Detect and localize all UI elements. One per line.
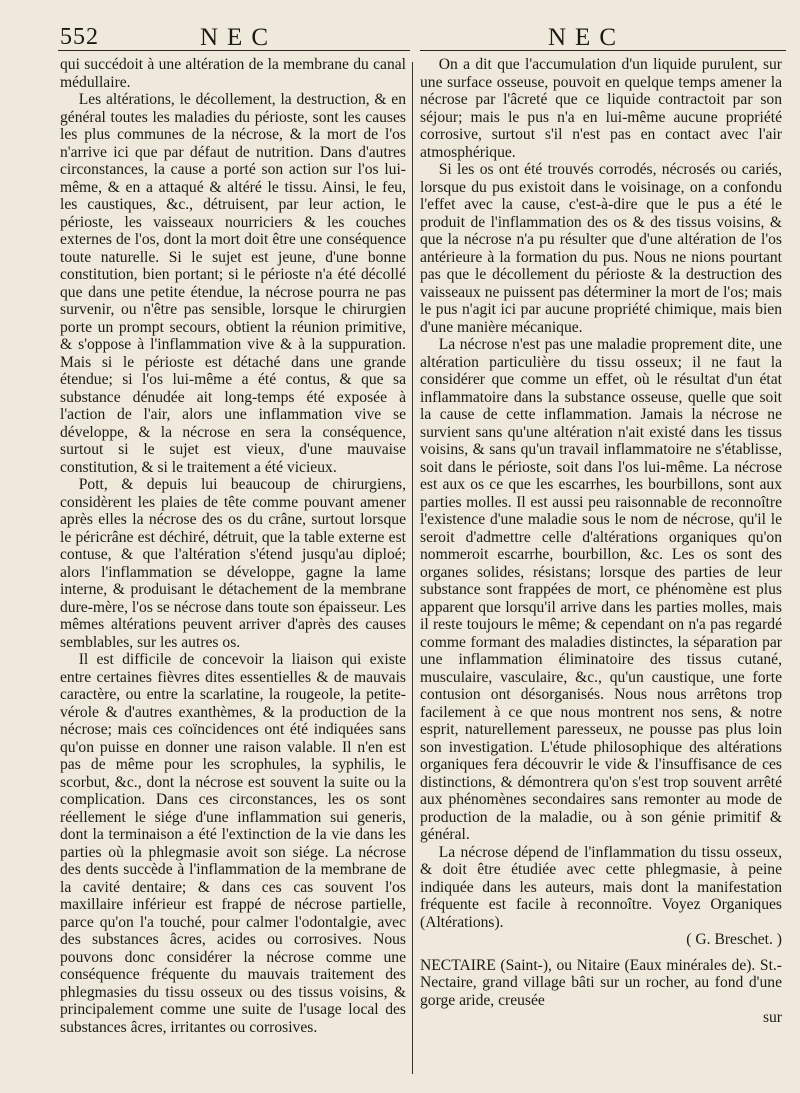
right-column [420, 56, 782, 1027]
paragraph: Les altérations, le décollement, la destruction, & en général toutes les maladies du périoste, sont les causes les plus communes de la nécrose, & la mort de l'os n'arrive ici que par défaut de nutrition. Dans d'autres circonstances, la cause a porté son action sur l'os lui-même, & en a attaqué & altéré le tissu. Ainsi, le feu, les caustiques, &c., détruisent, par leur action, le périoste, les vaisseaux nourriciers & les couches externes de l'os, dont la mort doit être une conséquence toute naturelle. Si le sujet est jeune, d'une bonne constitution, bien portant; si le périoste n'a été décollé que dans une petite étendue, la nécrose pourra ne pas survenir, ou n'être pas sensible, lorsque le chirurgien porte un prompt secours, obtient la réunion primitive, & s'oppose à l'inflammation vive & à la suppuration. Mais si le périoste est détaché dans une grande étendue; si l'os lui-même a été contus, & que sa substance dénudée ait long-temps été exposée à l'action de l'air, alors une inflammation vive se développe, & la nécrose en sera la conséquence, surtout si le sujet est vieux, d'une mauvaise constitution, & si le traitement a été vicieux. [60, 91, 406, 476]
header-rule-right [420, 50, 786, 51]
left-column [60, 56, 406, 1036]
page-number: 552 [60, 24, 99, 50]
paragraph: La nécrose dépend de l'inflammation du tissu osseux, & doit être étudiée avec cette phlegmasie, à peine indiquée dans les auteurs, mais dont la manifestation fréquente est facile à reconnoître. Voyez Organiques (Altérations). [420, 843, 782, 931]
paragraph: La nécrose n'est pas une maladie proprement dite, une altération particulière du tissu osseux; il ne faut la considérer que comme un effet, où le résultat d'un état inflammatoire dans la substance osseuse, quelle que soit la cause de cette inflammation. Jamais la nécrose ne survient sans qu'une altération n'ait existé dans les tissus voisins, & sans qu'un travail inflammatoire ne s'établisse, soit dans le périoste, soit dans l'os lui-même. La nécrose est aux os ce que les escarrhes, les bourbillons, sont aux parties molles. Il est aussi peu raisonnable de reconnoître l'existence d'une maladie sous le nom de nécrose, qu'il le seroit d'admettre celle d'altérations organiques qu'on nommeroit escarrhe, bourbillon, &c. Les os sont des organes solides, résistans; lorsque des parties de leur substance sont frappées de mort, ce phénomène est plus apparent que lorsqu'il arrive dans les parties molles, mais il reste toujours le même; & cependant on n'a pas regardé comme formant des maladies distinctes, la séparation par une inflammation éliminatoire des tissus cutané, musculaire, vasculaire, &c., qu'un caustique, une forte contusion ont désorganisés. Nous nous arrêtons trop facilement à ce que nous montrent nos sens, & notre esprit, naturellement paresseux, ne pousse pas plus loin son investigation. L'étude philosophique des altérations organiques fera découvrir le vide & l'insuffisance de ces distinctions, & démontrera qu'on s'est trop souvent arrêté aux phénomènes secondaires sans remonter au mode de production de la maladie, ou à son génie primitif & général. [420, 336, 782, 843]
paragraph: Il est difficile de concevoir la liaison qui existe entre certaines fièvres dites essentielles & de mauvais caractère, ou entre la scarlatine, la rougeole, la petite-vérole & d'autres exanthèmes, & la production de la nécrose; mais ces coïncidences ont été indiquées sans qu'on puisse en donner une raison valable. Il n'en est pas de même pour les scrophules, la syphilis, le scorbut, &c., dont la nécrose est souvent la suite ou la complication. Dans ces circonstances, les os sont réellement le siége d'une inflammation sui generis, dont la terminaison a été l'extinction de la vie dans les parties où la phlegmasie avoit son siége. La nécrose des dents succède à l'inflammation de la membrane de la cavité dentaire; & dans ces cas souvent l'os maxillaire inférieur est frappé de nécrose partielle, parce qu'on l'a touché, pour calmer l'odontalgie, avec des substances âcres, acides ou corrosives. Nous pouvons donc considérer la nécrose comme une conséquence fréquente du mauvais traitement des phlegmasies du tissu osseux ou des tissus voisins, & principalement comme une suite de l'usage local des substances âcres, irritantes ou corrosives. [60, 651, 406, 1036]
running-head-right: NEC [548, 24, 625, 51]
paragraph: Si les os ont été trouvés corrodés, nécrosés ou cariés, lorsque du pus existoit dans le voisinage, on a confondu l'effet avec la cause, c'est-à-dire que le pus a été le produit de l'inflammation des os & des tissus voisins, & que la nécrose n'a pu résulter que d'une altération de l'os antérieure à la formation du pus. Nous ne nions pourtant pas que le décollement du périoste & la destruction des vaisseaux ne puissent pas déterminer la mort de l'os; mais le pus n'agit ici par aucune propriété chimique, mais bien d'une manière mécanique. [420, 161, 782, 336]
dictionary-entry: NECTAIRE (Saint-), ou Nitaire (Eaux minérales de). St.-Nectaire, grand village bâti sur un rocher, au fond d'une gorge aride, creusée [420, 956, 782, 1009]
catchword: sur [762, 1009, 782, 1026]
author-signature: ( G. Breschet. ) [686, 931, 782, 948]
column-divider [412, 62, 413, 1074]
paragraph: Pott, & depuis lui beaucoup de chirurgiens, considèrent les plaies de tête comme pouvant amener après elles la nécrose des os du crâne, surtout lorsque le péricrâne est déchiré, détruit, que la table externe est contuse, & que l'altération s'étend jusqu'au diploé; alors l'inflammation se développe, gagne la lame interne, & produisant le détachement de la membrane dure-mère, l'os se nécrose dans toute son épaisseur. Les mêmes altérations peuvent arriver d'après des causes semblables, sur les autres os. [60, 476, 406, 651]
running-head-left: NEC [200, 24, 277, 51]
header-rule-left [58, 50, 410, 51]
paragraph: On a dit que l'accumulation d'un liquide purulent, sur une surface osseuse, pouvoit en quelque temps amener la nécrose par l'âcreté que ce liquide contractoit par son séjour; mais le pus n'a en lui-même aucune propriété corrosive, surtout s'il n'est pas en contact avec l'air atmosphérique. [420, 56, 782, 161]
paragraph: qui succédoit à une altération de la membrane du canal médullaire. [60, 56, 406, 91]
page-header [0, 18, 800, 58]
